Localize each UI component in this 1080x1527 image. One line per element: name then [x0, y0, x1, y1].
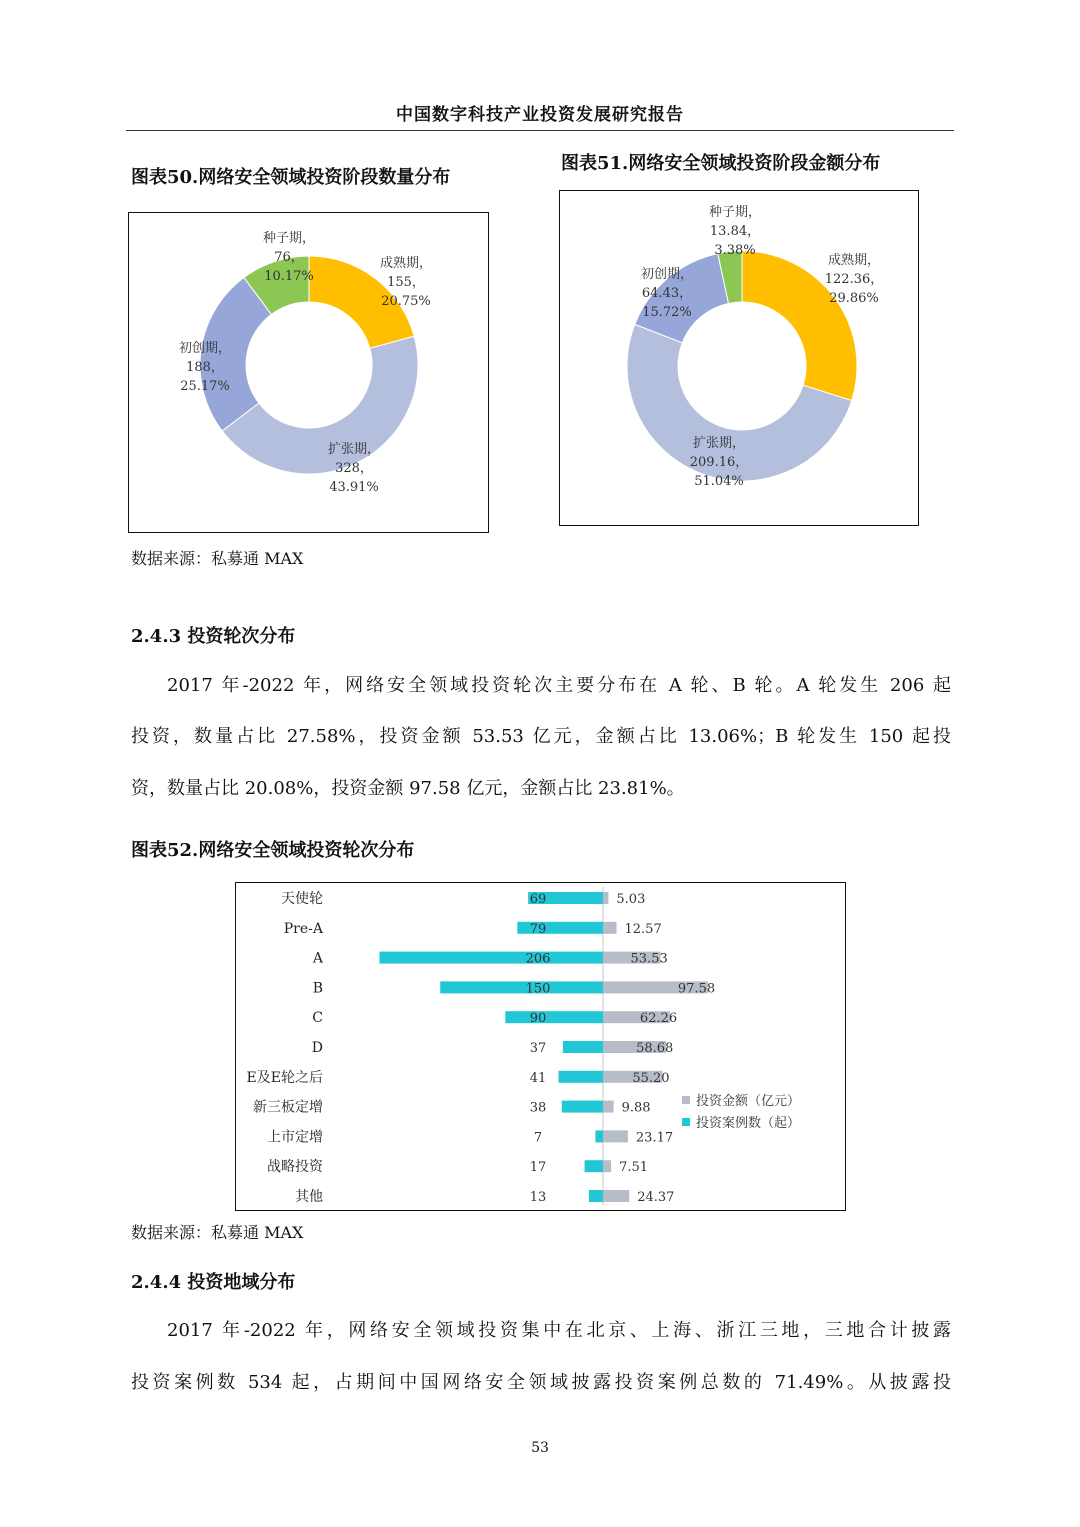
fig51-label-3-0: 种子期， [708, 205, 762, 220]
fig52-amount-label-2: 53.53 [630, 951, 668, 967]
fig52-legend-swatch-1 [682, 1118, 690, 1126]
fig52-butterfly-chart [236, 883, 844, 1209]
fig50-label-1-2: 43.91% [329, 480, 379, 495]
fig52-category-1: Pre-A [283, 920, 323, 937]
fig52-count-bar-2 [379, 952, 603, 964]
fig52-count-bar-6 [559, 1071, 603, 1083]
fig50-label-0-2: 20.75% [381, 294, 431, 309]
fig52-category-7: 新三板定增 [253, 1099, 323, 1116]
source-note-2: 数据来源：私募通 MAX [131, 1223, 304, 1242]
paragraph-region-line1: 2017 年-2022 年，网络安全领域投资集中在北京、上海、浙江三地，三地合计披露 [167, 1320, 951, 1341]
fig52-caption: 图表52.网络安全领域投资轮次分布 [131, 840, 415, 861]
fig51-label-1-0: 扩张期， [692, 436, 746, 451]
fig52-count-bar-3 [440, 981, 603, 993]
fig52-count-label-7: 38 [529, 1100, 547, 1116]
fig51-label-1-2: 51.04% [694, 474, 744, 489]
fig50-label-0-1: 155， [387, 275, 425, 290]
fig52-amount-label-3: 97.58 [677, 981, 716, 997]
fig52-count-bar-10 [589, 1190, 603, 1202]
fig50-label-3-0: 种子期， [262, 231, 316, 246]
fig52-count-bar-4 [505, 1011, 603, 1023]
fig52-amount-label-1: 12.57 [624, 921, 662, 937]
fig52-count-label-1: 79 [529, 921, 547, 937]
fig52-legend-label-1: 投资案例数（起） [696, 1116, 801, 1131]
fig52-count-bar-9 [585, 1160, 603, 1172]
fig51-label-2-1: 64.43， [641, 286, 693, 301]
fig50-label-2-1: 188， [186, 360, 224, 375]
fig52-count-bar-7 [562, 1101, 603, 1113]
fig52-count-bar-5 [563, 1041, 603, 1053]
paragraph-region-line2: 投资案例数 534 起，占期间中国网络安全领域披露投资案例总数的 71.49%。从披露投 [131, 1372, 951, 1393]
fig51-label-0-2: 29.86% [829, 291, 879, 306]
fig51-label-3-2: 3.38% [714, 243, 756, 258]
fig50-chart-box [128, 212, 489, 533]
fig52-amount-bar-9 [603, 1160, 611, 1172]
fig51-label-0-0: 成熟期， [827, 253, 881, 268]
fig52-category-2: A [312, 950, 323, 967]
fig52-amount-bar-7 [603, 1101, 614, 1113]
fig50-caption: 图表50.网络安全领域投资阶段数量分布 [131, 167, 451, 188]
fig50-label-2-2: 25.17% [180, 379, 230, 394]
fig52-category-0: 天使轮 [281, 891, 323, 907]
fig52-category-6: E及E轮之后 [246, 1069, 323, 1086]
fig52-amount-label-7: 9.88 [621, 1100, 651, 1116]
fig52-count-label-10: 13 [529, 1190, 547, 1205]
fig52-amount-bar-0 [603, 892, 608, 904]
fig52-count-label-4: 90 [529, 1011, 547, 1027]
fig52-category-5: D [311, 1040, 323, 1056]
fig52-amount-bar-10 [603, 1190, 629, 1202]
fig52-amount-label-0: 5.03 [616, 892, 646, 907]
fig52-count-label-0: 69 [529, 892, 547, 907]
fig51-donut-chart [560, 191, 917, 524]
section-heading-2-4-3: 2.4.3 投资轮次分布 [131, 626, 296, 647]
fig52-category-8: 上市定增 [267, 1129, 323, 1146]
fig52-count-label-3: 150 [525, 981, 551, 997]
fig52-amount-label-4: 62.26 [639, 1011, 678, 1027]
fig50-label-1-0: 扩张期， [327, 442, 381, 457]
fig52-count-label-8: 7 [533, 1130, 543, 1146]
fig51-label-2-0: 初创期， [640, 267, 694, 282]
fig52-count-label-2: 206 [525, 951, 551, 967]
fig50-label-3-2: 10.17% [264, 269, 314, 284]
fig51-label-1-1: 209.16， [689, 455, 749, 470]
header-rule [126, 130, 954, 131]
paragraph-rounds-line1: 2017 年-2022 年，网络安全领域投资轮次主要分布在 A 轮、B 轮。A 轮发生 206 起 [167, 675, 951, 696]
fig52-amount-label-8: 23.17 [635, 1130, 674, 1146]
fig52-amount-label-9: 7.51 [619, 1160, 649, 1176]
fig50-label-0-0: 成熟期， [379, 256, 433, 271]
fig52-category-4: C [312, 1010, 323, 1027]
page-header-title: 中国数字科技产业投资发展研究报告 [396, 105, 684, 125]
fig52-legend-swatch-0 [682, 1096, 690, 1104]
fig52-count-label-9: 17 [529, 1160, 547, 1176]
page-number: 53 [531, 1440, 549, 1456]
paragraph-rounds-line3: 资，数量占比 20.08%，投资金额 97.58 亿元，金额占比 23.81%。 [131, 778, 685, 799]
fig52-count-label-6: 41 [529, 1070, 547, 1086]
fig50-label-3-1: 76， [274, 250, 304, 265]
fig50-label-1-1: 328， [335, 461, 373, 476]
fig52-category-3: B [312, 980, 323, 997]
fig52-count-label-5: 37 [529, 1041, 547, 1056]
paragraph-rounds-line2: 投资，数量占比 27.58%，投资金额 53.53 亿元，金额占比 13.06%；B 轮发生 150 起投 [131, 726, 951, 747]
fig51-label-0-1: 122.36， [824, 272, 884, 287]
fig50-donut-chart [129, 213, 487, 531]
fig52-category-9: 战略投资 [267, 1159, 323, 1176]
fig52-legend-label-0: 投资金额（亿元） [696, 1094, 801, 1109]
fig52-category-10: 其他 [295, 1189, 323, 1205]
fig51-label-2-2: 15.72% [642, 305, 692, 320]
fig51-label-3-1: 13.84， [709, 224, 761, 239]
fig52-count-bar-8 [595, 1130, 603, 1142]
fig52-amount-label-5: 58.68 [636, 1041, 674, 1056]
fig52-amount-bar-8 [603, 1130, 628, 1142]
section-heading-2-4-4: 2.4.4 投资地域分布 [131, 1272, 296, 1293]
fig52-amount-label-10: 24.37 [637, 1190, 675, 1205]
source-note-1: 数据来源：私募通 MAX [131, 549, 304, 568]
fig52-amount-bar-1 [603, 922, 617, 934]
fig52-chart-box [235, 882, 846, 1211]
fig51-caption: 图表51.网络安全领域投资阶段金额分布 [561, 153, 881, 174]
fig52-amount-label-6: 55.20 [632, 1070, 670, 1086]
fig50-label-2-0: 初创期， [178, 341, 232, 356]
fig51-chart-box [559, 190, 919, 526]
